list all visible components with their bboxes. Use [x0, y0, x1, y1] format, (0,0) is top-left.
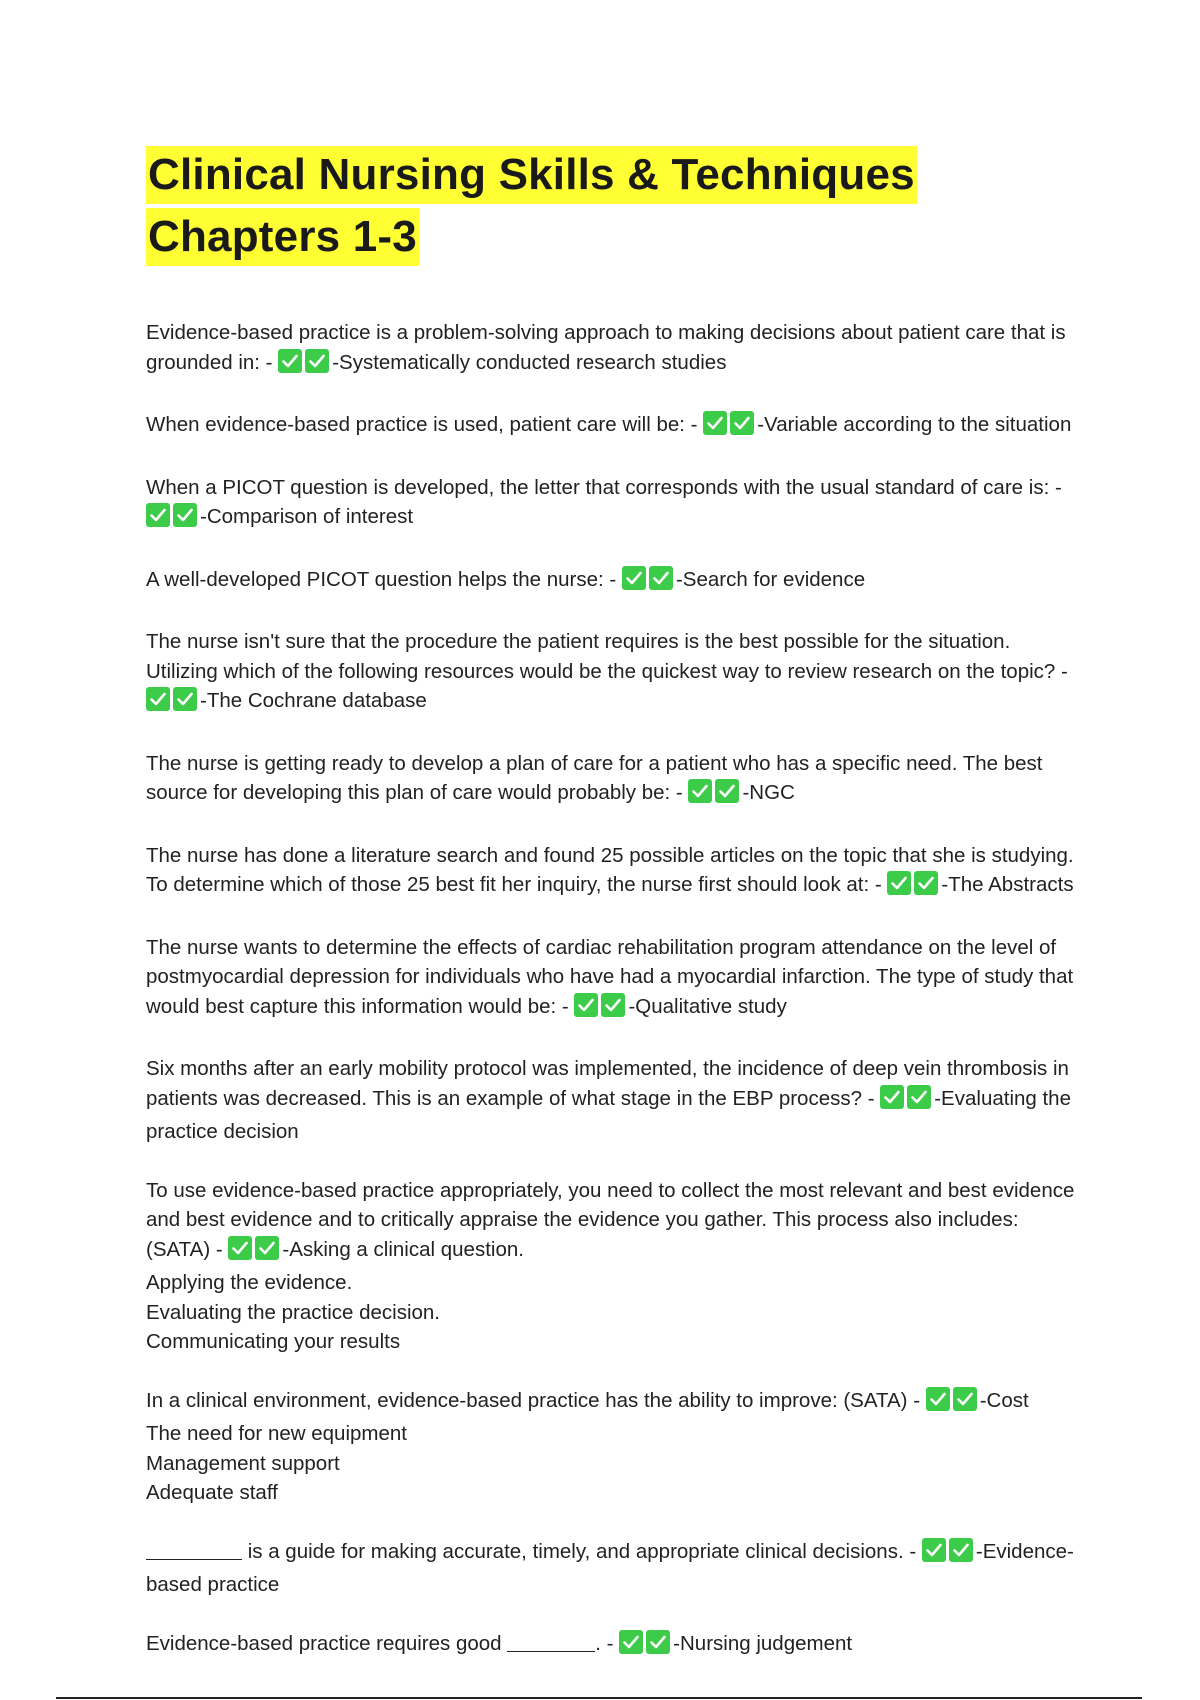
check-mark-pair: [703, 411, 757, 444]
question-text: . -: [595, 1631, 620, 1655]
document-subtitle: Chapters 1-3: [146, 208, 419, 266]
qa-item: [146, 473, 1086, 536]
check-mark-pair: [887, 871, 941, 904]
check-mark-icon: [255, 1236, 279, 1260]
check-mark-icon: [278, 349, 302, 373]
title-line-1: [146, 146, 1086, 208]
check-mark-icon: [146, 503, 170, 527]
check-mark-icon: [907, 1085, 931, 1109]
qa-item: [146, 1537, 1086, 1600]
check-mark-icon: [926, 1387, 950, 1411]
qa-item: [146, 749, 1086, 812]
document-title: Clinical Nursing Skills & Techniques: [146, 146, 917, 204]
answer-text: -NGC: [742, 781, 795, 804]
check-mark-pair: [926, 1387, 980, 1420]
answer-text: -Variable according to the situation: [757, 413, 1072, 436]
question-text: The nurse wants to determine the effects of cardiac rehabilitation program attendance on the level of postmyocardial depression for individuals who have had a myocardial infarction. The type of study that would best capture this information would be: -: [146, 935, 1074, 1018]
check-mark-pair: [146, 687, 200, 720]
check-mark-icon: [953, 1387, 977, 1411]
check-mark-icon: [173, 503, 197, 527]
question-text: The nurse is getting ready to develop a plan of care for a patient who has a specific need. The best source for developing this plan of care would probably be: -: [146, 751, 1043, 804]
check-mark-icon: [688, 779, 712, 803]
check-mark-pair: [688, 779, 742, 812]
check-mark-icon: [949, 1538, 973, 1562]
qa-item: [146, 318, 1086, 381]
qa-item: [146, 1054, 1086, 1147]
check-mark-icon: [228, 1236, 252, 1260]
answer-text: -The Abstracts: [941, 873, 1074, 896]
answer-text: -Search for evidence: [675, 567, 866, 591]
check-mark-icon: [646, 1630, 670, 1654]
answer-text: -Asking a clinical question.: [282, 1237, 524, 1261]
check-mark-pair: [622, 566, 676, 599]
qa-item: [146, 933, 1086, 1026]
check-mark-icon: [574, 993, 598, 1017]
question-text: The nurse has done a literature search and found 25 possible articles on the topic that she is studying. To determine which of those 25 best fit her inquiry, the nurse first should look at: -: [146, 843, 1074, 896]
check-mark-icon: [649, 566, 673, 590]
question-text: When a PICOT question is developed, the letter that corresponds with the usual standard of care is: -: [146, 475, 1062, 499]
check-mark-icon: [619, 1630, 643, 1654]
check-mark-pair: [146, 503, 200, 536]
check-mark-icon: [880, 1085, 904, 1109]
question-text: Evidence-based practice is a problem-solving approach to making decisions about patient care that is grounded in: -: [146, 321, 1066, 374]
check-mark-icon: [887, 871, 911, 895]
check-mark-pair: [574, 993, 628, 1026]
answer-text: -Evidence-based practice: [146, 1539, 1074, 1596]
qa-item: [146, 627, 1086, 720]
question-text: To use evidence-based practice appropriately, you need to collect the most relevant and best evidence and best evidence and to critically appraise the evidence you gather. This process also includes: (SATA) -: [146, 1178, 1075, 1261]
check-mark-pair: [278, 349, 332, 382]
answer-option: Adequate staff: [146, 1481, 278, 1504]
question-text: In a clinical environment, evidence-based practice has the ability to improve: (SATA) -: [146, 1388, 926, 1412]
fill-in-blank: [507, 1631, 595, 1652]
check-mark-icon: [622, 566, 646, 590]
check-mark-pair: [922, 1538, 976, 1571]
check-mark-icon: [305, 349, 329, 373]
qa-item: [146, 1629, 1086, 1663]
answer-text: -Cost: [979, 1388, 1029, 1412]
question-text: The nurse isn't sure that the procedure the patient requires is the best possible for the situation. Utilizing which of the following resources would be the quickest way to review research on the topic? -: [146, 630, 1068, 683]
question-text: Six months after an early mobility protocol was implemented, the incidence of deep vein thrombosis in patients was decreased. This is an example of what stage in the EBP process? -: [146, 1057, 1069, 1110]
answer-text: -Evaluating the practice decision: [146, 1086, 1071, 1143]
question-text: A well-developed PICOT question helps the nurse: -: [146, 567, 622, 591]
check-mark-icon: [173, 687, 197, 711]
document-page: [146, 146, 1086, 1691]
check-mark-icon: [146, 687, 170, 711]
title-line-2: [146, 208, 1086, 270]
answer-text: -The Cochrane database: [200, 689, 427, 712]
check-mark-pair: [619, 1630, 673, 1663]
qa-item: [146, 565, 1086, 599]
qa-item: [146, 410, 1086, 444]
answer-text: -Systematically conducted research studies: [332, 350, 727, 374]
answer-option: Applying the evidence.: [146, 1271, 353, 1294]
qa-item: [146, 1176, 1086, 1357]
check-mark-icon: [922, 1538, 946, 1562]
page-bottom-divider: [56, 1697, 1142, 1699]
question-text: is a guide for making accurate, timely, and appropriate clinical decisions. -: [242, 1539, 922, 1563]
check-mark-icon: [914, 871, 938, 895]
fill-in-blank: [146, 1539, 242, 1560]
qa-item: [146, 1386, 1086, 1508]
qa-list: [146, 318, 1086, 1662]
answer-option: Communicating your results: [146, 1330, 401, 1353]
answer-text: -Nursing judgement: [673, 1631, 853, 1655]
answer-option: The need for new equipment: [146, 1422, 407, 1445]
check-mark-icon: [730, 411, 754, 435]
question-text: When evidence-based practice is used, patient care will be: -: [146, 413, 704, 436]
check-mark-icon: [703, 411, 727, 435]
answer-text: -Qualitative study: [628, 994, 787, 1018]
qa-item: [146, 841, 1086, 904]
answer-option: Management support: [146, 1451, 340, 1475]
check-mark-icon: [601, 993, 625, 1017]
check-mark-pair: [880, 1085, 934, 1118]
check-mark-icon: [715, 779, 739, 803]
question-text: Evidence-based practice requires good: [146, 1631, 508, 1655]
answer-option: Evaluating the practice decision.: [146, 1300, 441, 1324]
answer-text: -Comparison of interest: [200, 505, 414, 528]
check-mark-pair: [228, 1236, 282, 1269]
